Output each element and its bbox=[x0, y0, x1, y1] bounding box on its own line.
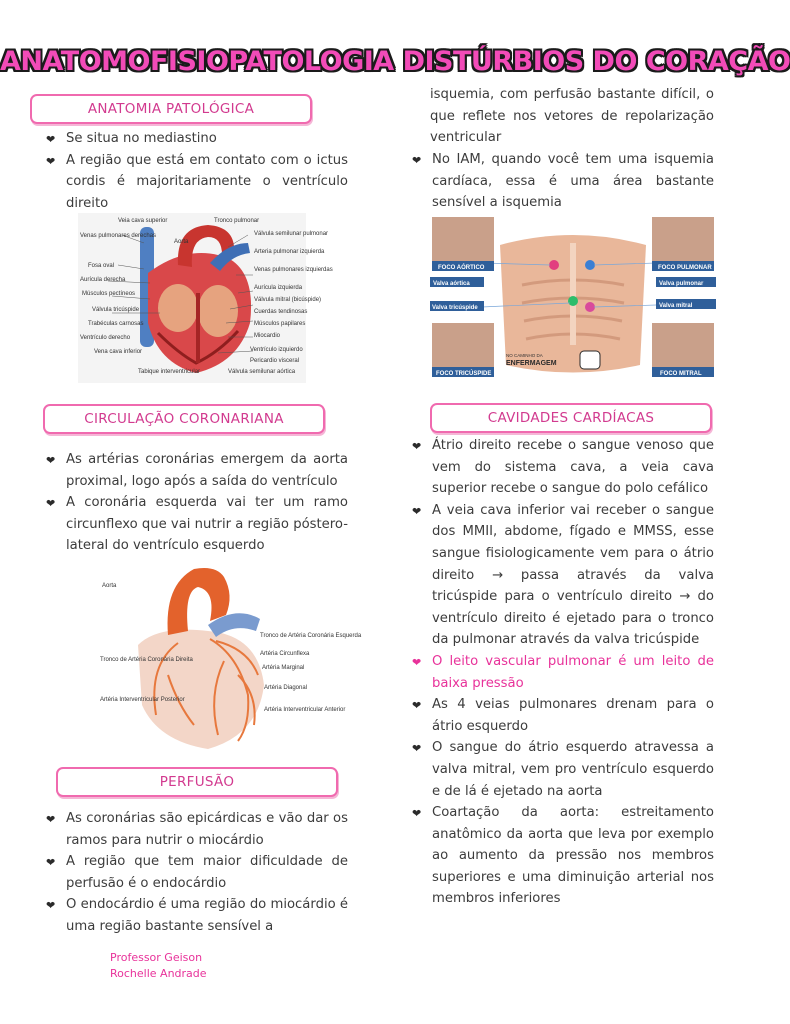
fig-label: Aorta bbox=[174, 239, 189, 245]
fig-label: Arteria pulmonar izquierda bbox=[254, 249, 325, 255]
fig-label: Artéria Marginal bbox=[262, 665, 305, 671]
fig-label: Válvula tricúspide bbox=[92, 307, 140, 313]
fig-label: FOCO AÓRTICO bbox=[438, 265, 485, 271]
fig-label: Valva pulmonar bbox=[659, 281, 704, 287]
heart-bullet-icon: ❤ bbox=[46, 133, 56, 146]
list-item: ❤ Se situa no mediastino bbox=[44, 128, 348, 150]
list-item: ❤ Coartação da aorta: estreitamento anatômico da aorta que leva por exemplo ao aumento da pressão nos membros superiores e uma diminuição arterial nos membros inferiores bbox=[412, 805, 714, 907]
fig-label: Ventrículo izquierdo bbox=[250, 347, 303, 353]
fig-label: FOCO MITRAL bbox=[660, 371, 702, 377]
fig-label: Aurícula derecha bbox=[80, 277, 126, 283]
list-item: ❤ A região que tem maior dificuldade de perfusão é o endocárdio bbox=[46, 854, 348, 891]
fig-label: Válvula mitral (bicúspide) bbox=[254, 297, 322, 303]
credit-line: Professor Geison bbox=[110, 951, 203, 964]
heart-bullet-icon: ❤ bbox=[412, 655, 422, 669]
fig-label: Artéria Diagonal bbox=[264, 685, 308, 691]
anatomia-list bbox=[44, 128, 348, 214]
heart-bullet-icon: ❤ bbox=[46, 154, 56, 168]
fig-label: Aurícula izquierda bbox=[254, 285, 303, 291]
heart-bullet-icon: ❤ bbox=[46, 497, 56, 511]
heart-bullet-icon: ❤ bbox=[46, 813, 56, 826]
fig-label: Vena cava inferior bbox=[94, 349, 143, 355]
heading-circulacao: CIRCULAÇÃO CORONARIANA bbox=[43, 404, 325, 434]
fig-label: FOCO PULMONAR bbox=[658, 265, 712, 271]
list-item: ❤ As artérias coronárias emergem da aorta proximal, logo após a saída do ventrículo bbox=[46, 452, 348, 489]
credit-line: Rochelle Andrade bbox=[110, 967, 207, 980]
heart-bullet-icon: ❤ bbox=[46, 899, 56, 913]
bandage-logo-icon bbox=[580, 351, 600, 369]
fig-label: Ventrículo derecho bbox=[80, 335, 131, 341]
heart-bullet-icon: ❤ bbox=[412, 807, 422, 821]
fig-label: Artéria Interventricular Anterior bbox=[264, 707, 346, 713]
coronary-arteries-figure bbox=[98, 565, 362, 753]
circulacao-list bbox=[44, 449, 348, 557]
fig-label: Veia cava superior bbox=[118, 218, 168, 224]
list-item: ❤ As 4 veias pulmonares drenam para o átrio esquerdo bbox=[412, 697, 714, 734]
fig-label: Artéria Interventricular Posterior bbox=[100, 697, 185, 703]
logo-text: ENFERMAGEM bbox=[506, 360, 557, 367]
right-top-text bbox=[430, 84, 714, 149]
heading-anatomia: ANATOMIA PATOLÓGICA bbox=[30, 94, 312, 124]
fig-label: Valva mitral bbox=[659, 303, 693, 309]
fig-label: Miocardio bbox=[254, 333, 281, 339]
fig-label: Tronco de Artéria Coronária Direita bbox=[100, 657, 193, 663]
heart-bullet-icon: ❤ bbox=[412, 440, 422, 453]
fig-label: Tronco de Artéria Coronária Esquerda bbox=[260, 633, 362, 639]
heart-bullet-icon: ❤ bbox=[412, 154, 422, 167]
list-item-highlight: ❤ O leito vascular pulmonar é um leito de baixa pressão bbox=[412, 653, 714, 691]
list-item: ❤ A coronária esquerda vai ter um ramo circunflexo que vai nutrir a região póstero-lateral do ventrículo esquerdo bbox=[46, 495, 348, 554]
list-item: ❤ O endocárdio é uma região do miocárdio é uma região bastante sensível a bbox=[46, 897, 348, 934]
iam-list bbox=[410, 149, 714, 214]
heart-bullet-icon: ❤ bbox=[46, 856, 56, 870]
fig-label: Valva aórtica bbox=[433, 281, 470, 287]
list-item: ❤ As coronárias são epicárdicas e vão dar os ramos para nutrir o miocárdio bbox=[46, 811, 348, 848]
fig-label: Artéria Circunflexa bbox=[260, 651, 310, 657]
list-item: ❤ O sangue do átrio esquerdo atravessa a valva mitral, vem pro ventrículo esquerdo e de lá é ejetado na aorta bbox=[412, 740, 714, 799]
fig-label: Músculos papilares bbox=[254, 321, 306, 327]
list-item: ❤ Átrio direito recebe o sangue venoso que vem do sistema cava, a veia cava superior recebe o sangue do polo cefálico bbox=[412, 438, 714, 497]
list-item: ❤ No IAM, quando você tem uma isquemia cardíaca, essa é uma área bastante sensível a isquemia bbox=[412, 152, 714, 211]
fig-label: Fosa oval bbox=[88, 263, 115, 269]
heart-bullet-icon: ❤ bbox=[46, 454, 56, 467]
fig-label: Pericardio visceral bbox=[250, 358, 300, 364]
fig-label: Trabéculas carnosas bbox=[88, 321, 144, 327]
heart-bullet-icon: ❤ bbox=[412, 504, 422, 518]
fig-label: Venas pulmonares derechas bbox=[80, 233, 157, 239]
heading-perfusao: PERFUSÃO bbox=[56, 767, 338, 797]
fig-label: Venas pulmonares izquierdas bbox=[254, 267, 333, 273]
list-item: ❤ A veia cava inferior vai receber o sangue dos MMII, abdome, fígado e MMSS, esse sangue fisiologicamente vem para o átrio direito → passa através da valva tricúspide para o ventrículo direito → do ventrículo direito é ejetado para o tronco da pulmonar através da valva tricúspide bbox=[412, 502, 714, 648]
fig-label: Válvula semilunar pulmonar bbox=[254, 231, 329, 237]
perfusao-list bbox=[44, 808, 348, 938]
list-item: ❤ A região que está em contato com o ictus cordis é majoritariamente o ventrículo direito bbox=[46, 152, 348, 211]
continuation-text: isquemia, com perfusão bastante difícil, o que reflete nos vetores de repolarização ventricular bbox=[430, 87, 714, 146]
heart-bullet-icon: ❤ bbox=[412, 699, 422, 713]
fig-label: Cuerdas tendinosas bbox=[254, 309, 308, 315]
fig-label: Músculos pectíneos bbox=[82, 291, 136, 297]
fig-label: Aorta bbox=[102, 583, 117, 589]
heart-bullet-icon: ❤ bbox=[412, 742, 422, 756]
fig-label: Valva tricúspide bbox=[432, 305, 478, 311]
credits bbox=[110, 950, 207, 982]
fig-label: Tabique interventricular bbox=[138, 369, 201, 375]
fig-label: Válvula semilunar aórtica bbox=[228, 369, 296, 375]
heart-anatomy-figure bbox=[78, 213, 333, 383]
fig-label: Tronco pulmonar bbox=[214, 218, 260, 224]
heading-cavidades: CAVIDADES CARDÍACAS bbox=[430, 403, 712, 433]
auscultation-focus-figure bbox=[430, 215, 716, 387]
fig-label: FOCO TRICÚSPIDE bbox=[436, 371, 492, 377]
page-title: ANATOMOFISIOPATOLOGIA DISTÚRBIOS DO CORAÇÃO bbox=[0, 46, 790, 77]
logo-text: NO CAMINHO DA bbox=[506, 353, 543, 358]
cavidades-list bbox=[410, 435, 714, 910]
